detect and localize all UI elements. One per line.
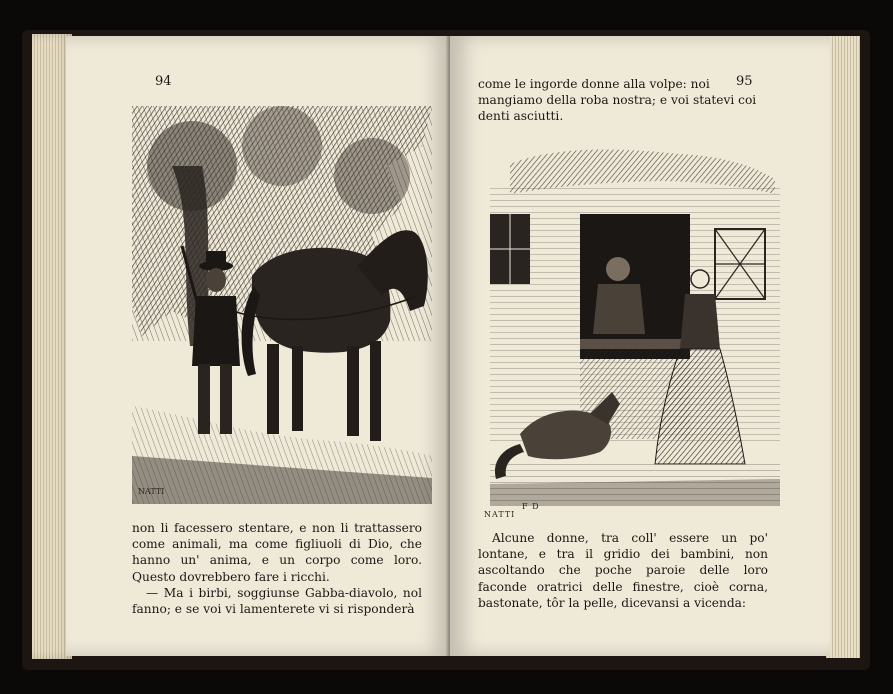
right-page-text [478, 530, 768, 611]
paragraph: — Ma i birbi, soggiunse Gabba-diavolo, nol fanno; e se voi vi lamenterete vi si risponderà [132, 585, 422, 617]
left-page-text [132, 520, 422, 617]
paragraph: non li facessero stentare, e non li trattassero come animali, ma come figliuoli di Dio, che hanno un' anima, e un corpo come loro. Questo dovrebbero fare i ricchi. [132, 521, 422, 584]
engraving-fox-at-window [480, 134, 780, 519]
svg-text:NATTI: NATTI [138, 487, 165, 496]
engraver-mark: F D [522, 502, 540, 511]
paragraph: Alcune donne, tra coll' essere un po' lontane, e tra il gridio dei bambini, non ascoltando che poche paroie delle loro faconde oratrici delle finestre, cioè corna, bastonate, tôr la pelle, dicevansi a vicenda: [478, 531, 768, 610]
engraver-mark: NATTI [484, 510, 516, 519]
left-page [66, 36, 450, 656]
page-number: 95 [736, 74, 753, 89]
engraving-man-leading-horse [132, 106, 432, 504]
right-page [450, 36, 830, 656]
right-page-top-text: come le ingorde donne alla volpe: noi mangiamo della roba nostra; e voi statevi coi denti asciutti. [478, 77, 757, 124]
page-number: 94 [155, 74, 172, 89]
page-edges-right [826, 36, 860, 658]
